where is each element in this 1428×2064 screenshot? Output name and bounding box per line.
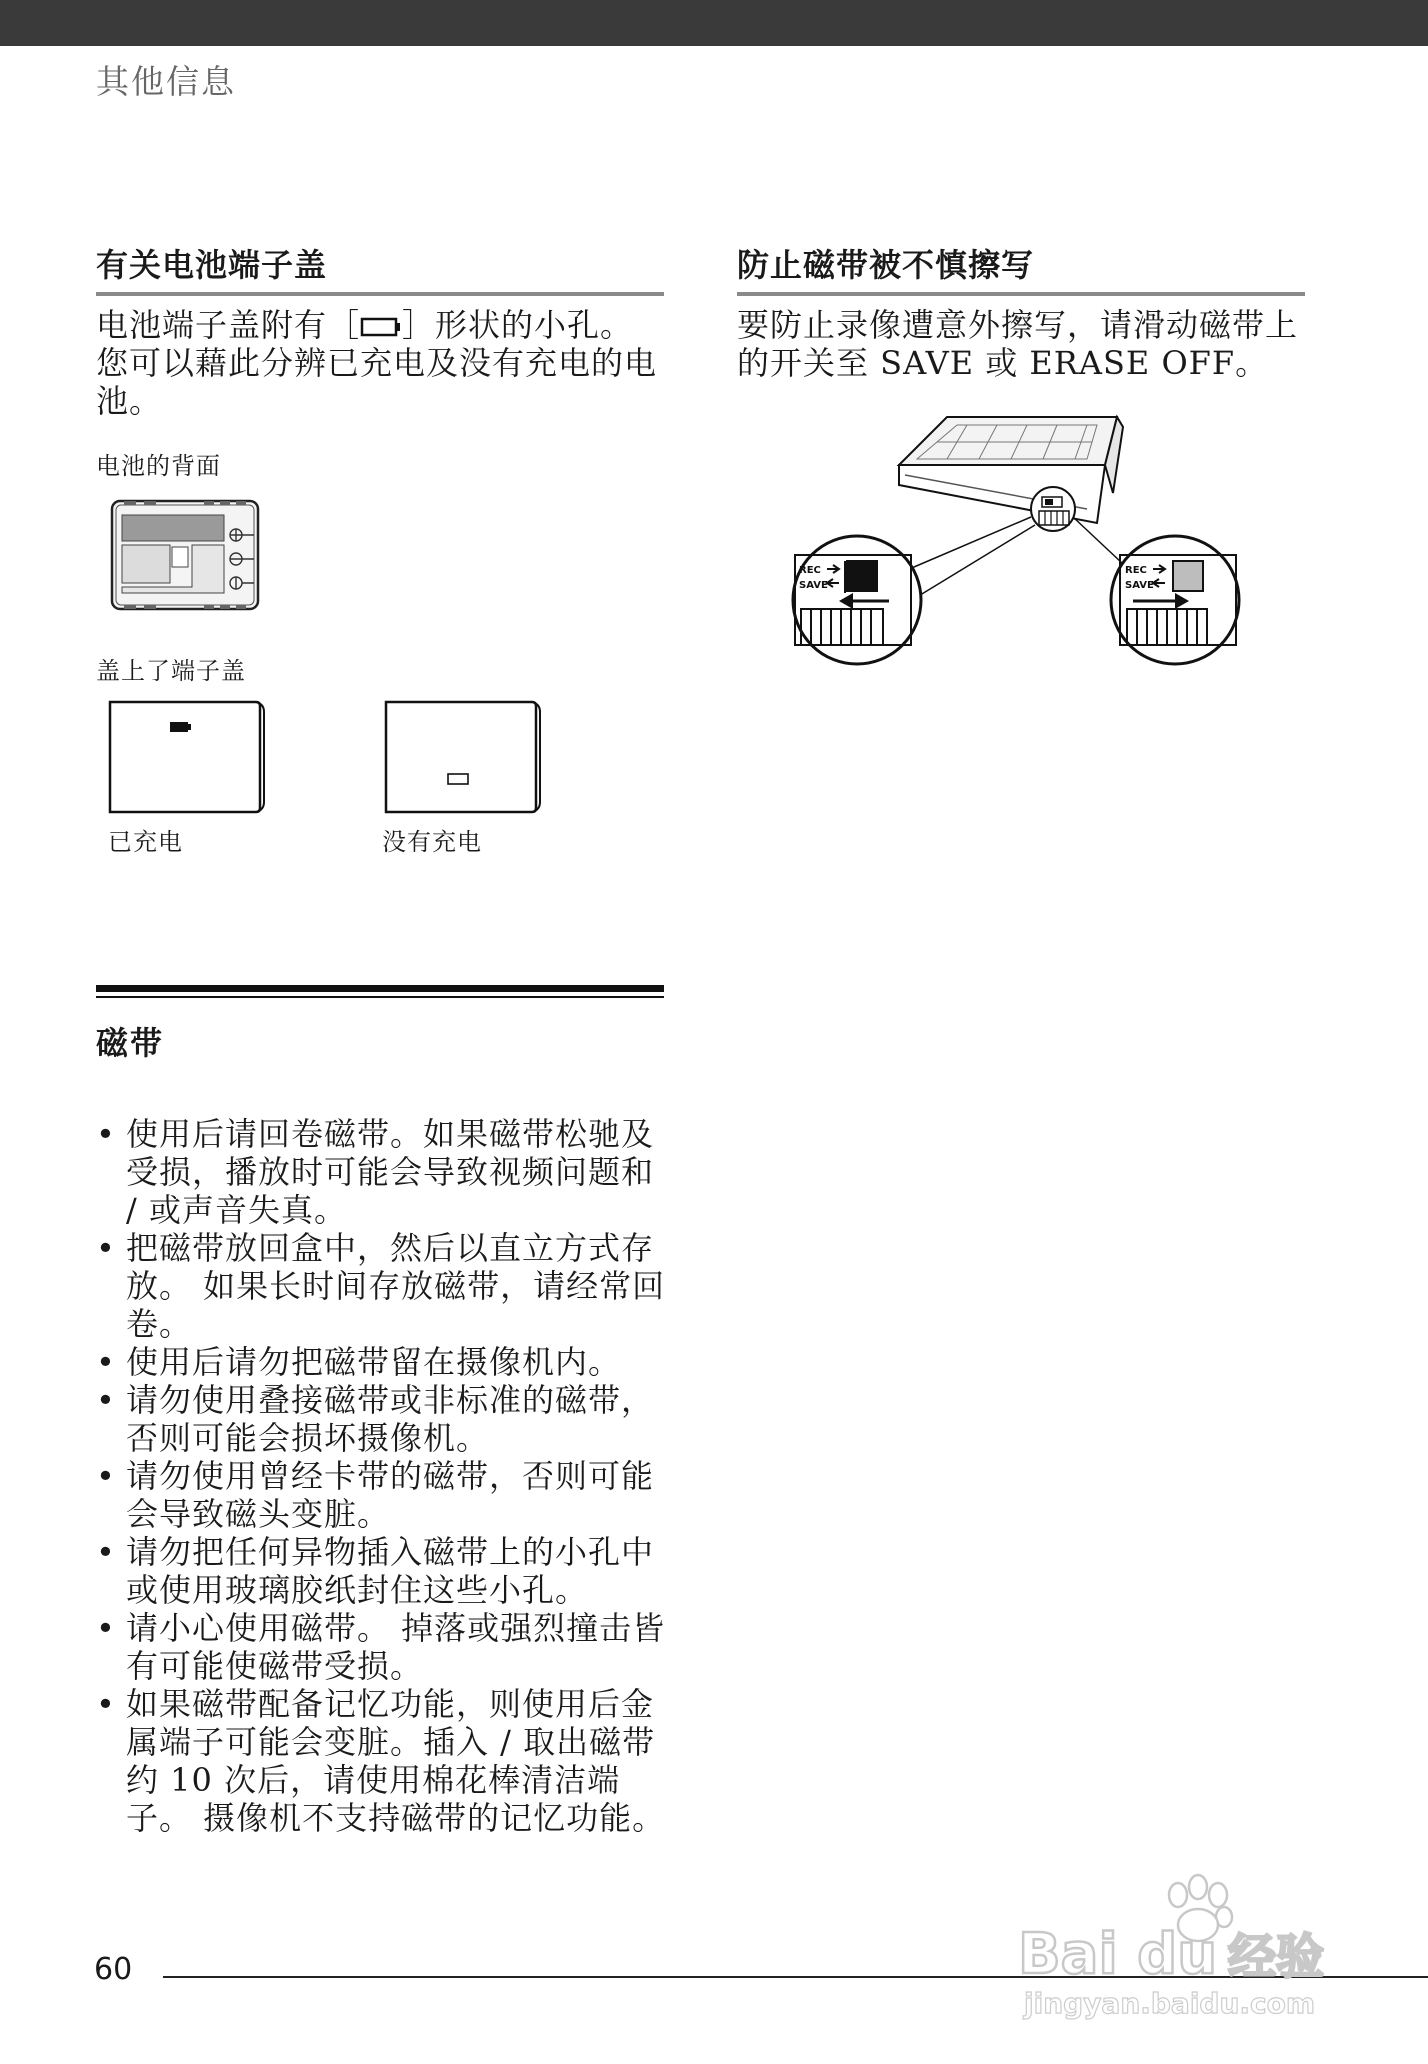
save-label-left: SAVE: [799, 580, 828, 591]
rec-label-left: REC: [799, 565, 821, 576]
tape-heading: 磁带: [96, 1024, 165, 1062]
heading-rule: [96, 292, 664, 296]
battery-section: [96, 240, 664, 868]
terminal-hole-icon: [360, 316, 402, 338]
page-number: 60: [94, 1952, 133, 1987]
rec-label-right: REC: [1125, 565, 1147, 576]
heading-rule: [737, 292, 1305, 296]
battery-text-before: 电池端子盖附有［: [96, 306, 361, 344]
baidu-watermark: [1010, 1855, 1350, 2025]
watermark-suffix: 经验: [1228, 1929, 1325, 1985]
tape-section-header: [96, 985, 664, 1064]
list-item: • 请勿使用叠接磁带或非标准的磁带，否则可能会损坏摄像机。: [96, 1381, 666, 1457]
protect-heading: 防止磁带被不慎擦写: [737, 246, 1035, 284]
list-item: • 使用后请勿把磁带留在摄像机内。: [96, 1343, 666, 1381]
battery-back-diagram: [110, 497, 270, 617]
tape-rule-thin: [96, 996, 664, 998]
list-item: • 如果磁带配备记忆功能，则使用后金属端子可能会变脏。插入 / 取出磁带约 10 次后，请使用棉花棒清洁端子。 摄像机不支持磁带的记忆功能。: [96, 1685, 666, 1837]
cover-states: [96, 698, 664, 868]
list-item: • 请勿使用曾经卡带的磁带，否则可能会导致磁头变脏。: [96, 1457, 666, 1533]
battery-back-label: 电池的背面: [96, 452, 221, 480]
tape-rule-thick: [96, 985, 664, 992]
list-item: • 把磁带放回盒中，然后以直立方式存放。 如果长时间存放磁带，请经常回卷。: [96, 1229, 666, 1343]
cassette-switch-diagram: [787, 405, 1257, 695]
protect-section: [737, 240, 1305, 382]
list-item: • 使用后请回卷磁带。如果磁带松驰及受损，播放时可能会导致视频问题和 / 或声音失真。: [96, 1115, 666, 1229]
save-position-zoom: [793, 536, 921, 664]
protect-description: 要防止录像遭意外擦写，请滑动磁带上的开关至 SAVE 或 ERASE OFF。: [737, 306, 1299, 382]
battery-text-after: ］形状的小孔。您可以藉此分辨已充电及没有充电的电池。: [96, 306, 658, 420]
cover-label: 盖上了端子盖: [96, 657, 246, 685]
save-label-right: SAVE: [1125, 580, 1154, 591]
battery-heading: 有关电池端子盖: [96, 246, 328, 284]
top-bar: [0, 0, 1428, 46]
charged-cover-diagram: [106, 698, 266, 816]
list-item: • 请勿把任何异物插入磁带上的小孔中或使用玻璃胶纸封住这些小孔。: [96, 1533, 666, 1609]
charged-label: 已充电: [108, 828, 183, 856]
watermark-url: jingyan.baidu.com: [1024, 1987, 1316, 2020]
tape-bullet-list: [96, 1115, 666, 1837]
section-label: 其他信息: [96, 62, 236, 101]
not-charged-cover-diagram: [382, 698, 542, 816]
rec-position-zoom: [1111, 536, 1239, 664]
watermark-brand: Bai du: [1018, 1922, 1218, 1987]
battery-description: [96, 306, 664, 420]
list-item: • 请小心使用磁带。 掉落或强烈撞击皆有可能使磁带受损。: [96, 1609, 666, 1685]
not-charged-label: 没有充电: [382, 828, 482, 856]
